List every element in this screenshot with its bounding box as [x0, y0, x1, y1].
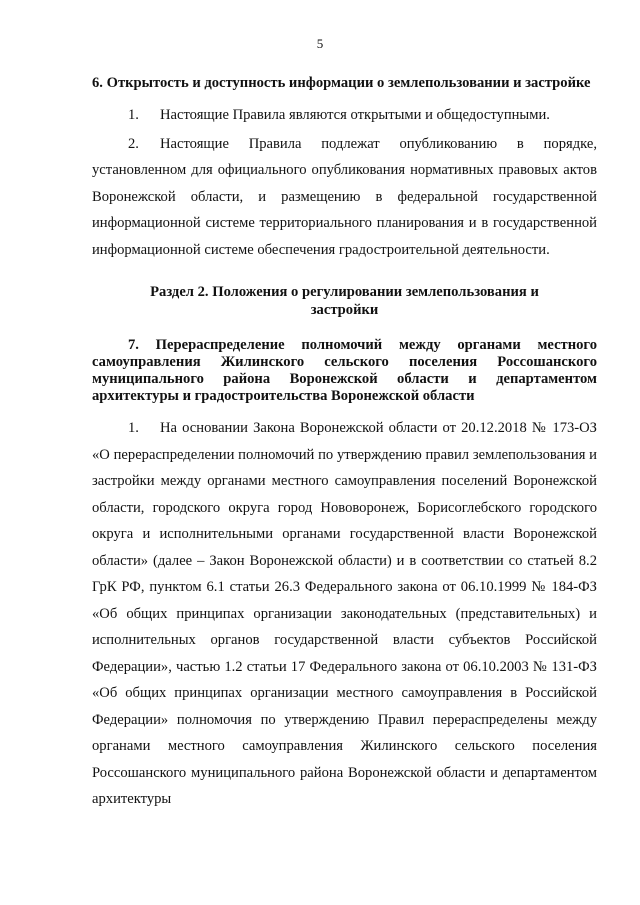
item-text: Настоящие Правила являются открытыми и общедоступными. — [160, 107, 550, 123]
item-number: 2. — [128, 135, 139, 152]
item-number: 1. — [128, 107, 139, 123]
section-6-heading: 6. Открытость и доступность информации о землепользовании и застройке — [92, 75, 591, 91]
section-6-item-1 — [92, 102, 597, 129]
document-body — [92, 66, 597, 813]
item-text: Настоящие Правила подлежат опубликованию в порядке, установленном для официального опубликования нормативных правовых актов Воронежской области, и размещению в федеральной государственной информационной системе территориального планирования и в государственной информационной системе обеспечения градостроительной деятельности. — [92, 135, 597, 258]
section-2-title: Раздел 2. Положения о регулировании землепользования и застройки — [150, 284, 539, 318]
page-number: 5 — [316, 36, 324, 51]
section-6-item-2 — [92, 131, 597, 264]
section-7-item-1 — [92, 415, 597, 813]
section-7-heading: 7. Перераспределение полномочий между органами местного самоуправления Жилинского сельского поселения Россошанского муниципального района Воронежской области и департаментом архитектуры и градостроительства Воронежской области — [92, 337, 597, 404]
item-number: 1. — [128, 420, 139, 436]
item-text: На основании Закона Воронежской области от 20.12.2018 № 173-ОЗ «О перераспределении полномочий по утверждению правил землепользования и застройки между органами местного самоуправления поселений Воронежской области, городского округа город Нововоронеж, Борисоглебского городского округа и исполнительными органами государственной власти Воронежской области» (далее – Закон Воронежской области) и в соответствии со статьей 8.2 ГрК РФ, пунктом 6.1 статьи 26.3 Федерального закона от 06.10.1999 № 184-ФЗ «Об общих принципах организации законодательных (представительных) и исполнительных органов государственной власти субъектов Российской Федерации», частью 1.2 статьи 17 Федерального закона от 06.10.2003 № 131-ФЗ «Об общих принципах организации местного самоуправления в Российской Федерации» полномочия по утверждению Правил перераспределены между органами местного самоуправления Жилинского сельского поселения Россошанского муниципального района Воронежской области и департаментом архитектуры — [92, 420, 597, 807]
